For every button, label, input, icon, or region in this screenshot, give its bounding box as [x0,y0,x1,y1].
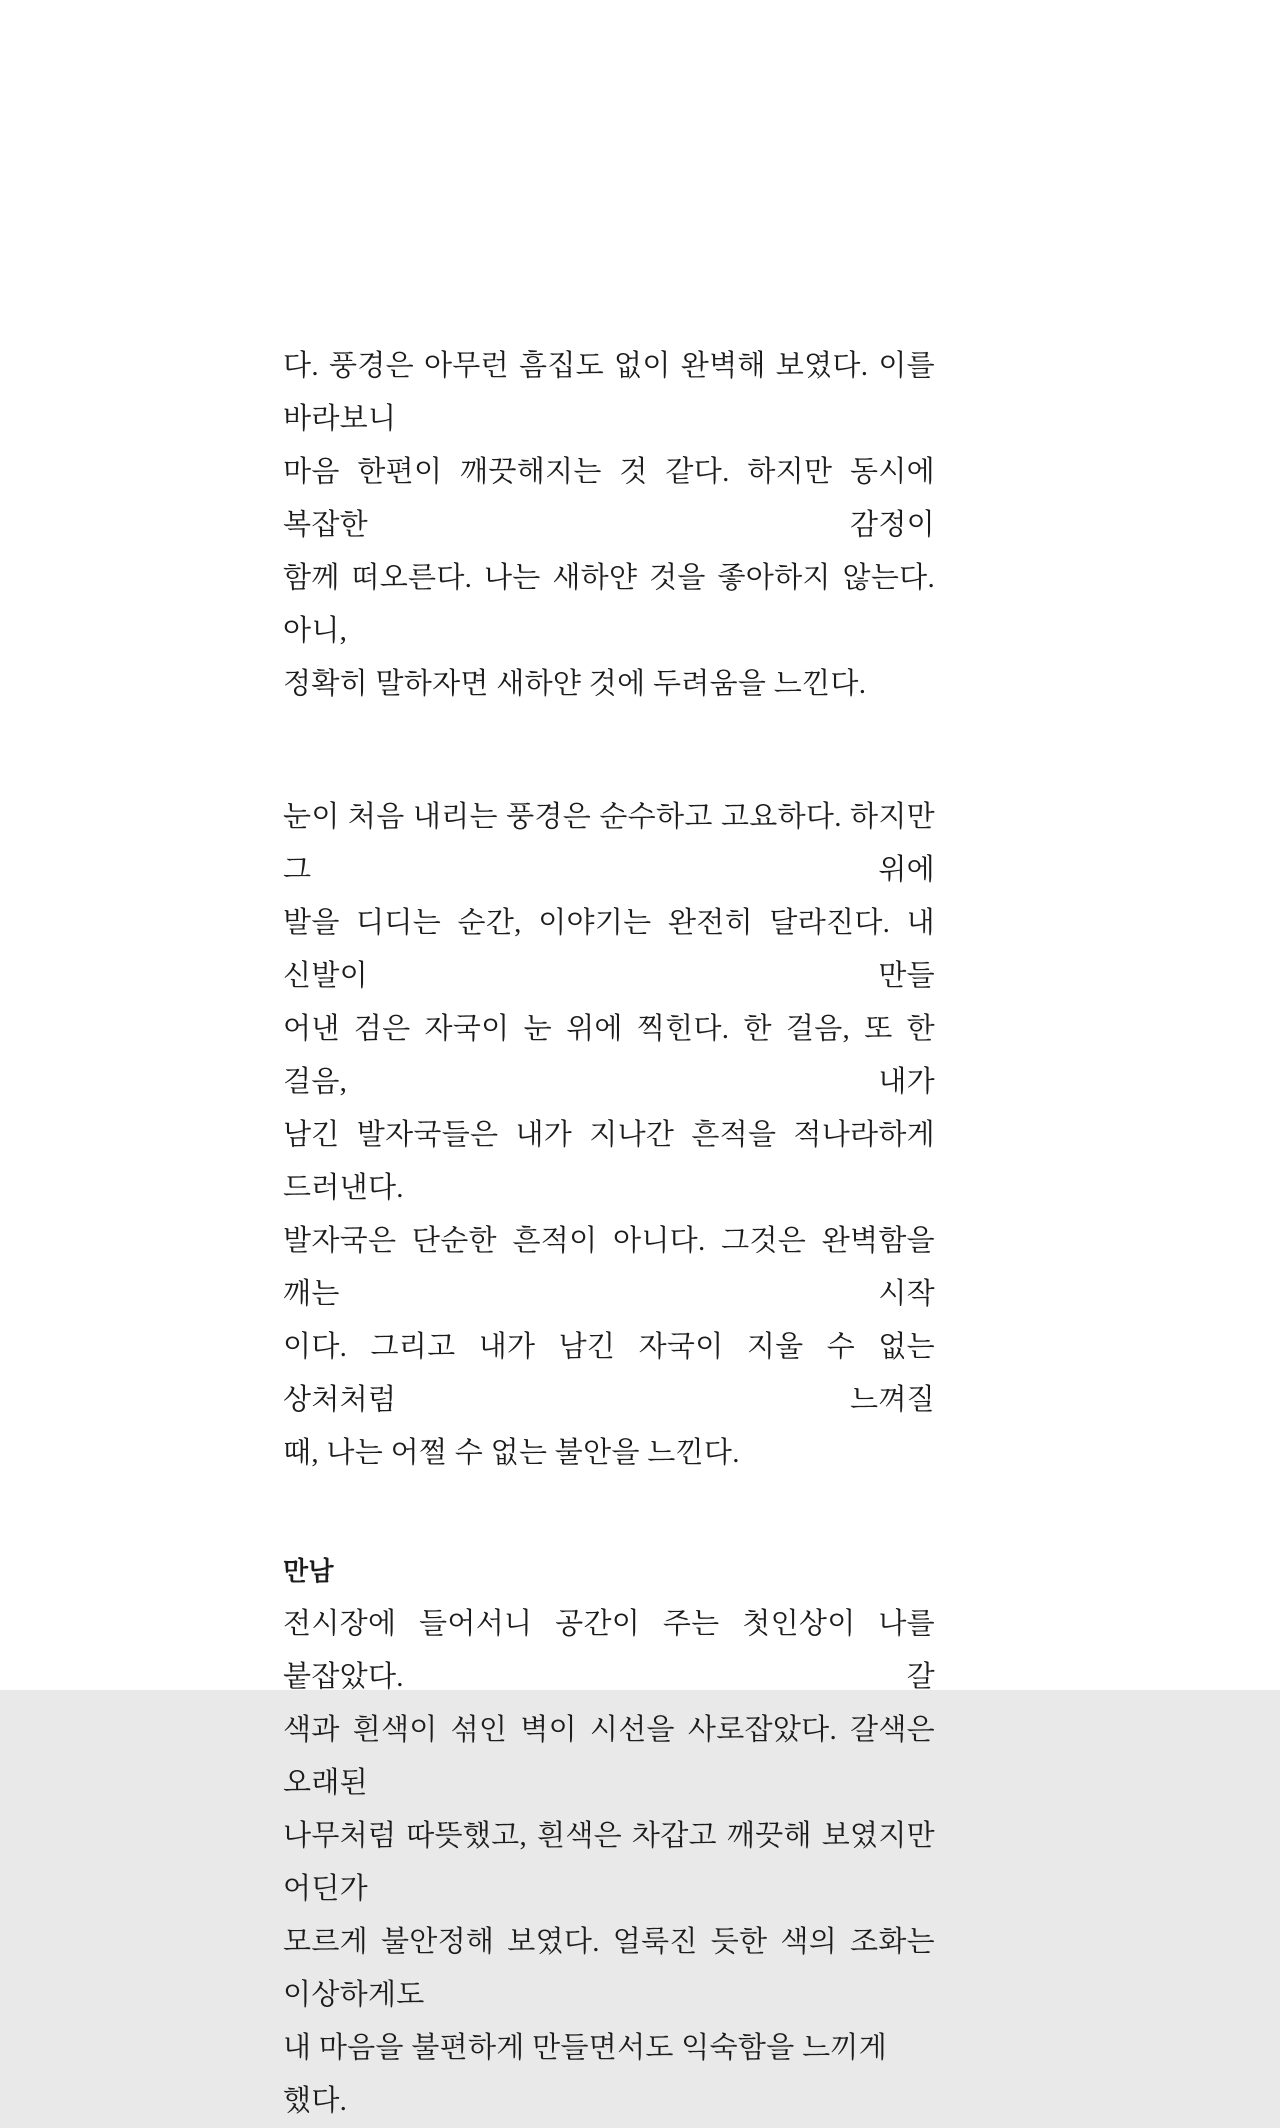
paragraph-3 [283,1598,935,2128]
paragraph-2 [283,791,935,1480]
text-line: 마음 한편이 깨끗해지는 것 같다. 하지만 동시에 복잡한 감정이 [283,456,935,541]
text-line: 때, 나는 어쩔 수 없는 불안을 느낀다. [283,1437,740,1469]
text-line: 발자국은 단순한 흔적이 아니다. 그것은 완벽함을 깨는 시작 [283,1225,935,1310]
text-line: 이다. 그리고 내가 남긴 자국이 지울 수 없는 상처처럼 느껴질 [283,1331,935,1416]
text-line: 색과 흰색이 섞인 벽이 시선을 사로잡았다. 갈색은 오래된 [283,1714,935,1799]
text-line: 모르게 불안정해 보였다. 얼룩진 듯한 색의 조화는 이상하게도 [283,1926,935,2011]
text-line: 발을 디디는 순간, 이야기는 완전히 달라진다. 내 신발이 만들 [283,907,935,992]
text-line: 어낸 검은 자국이 눈 위에 찍힌다. 한 걸음, 또 한 걸음, 내가 [283,1013,935,1098]
text-line: 남긴 발자국들은 내가 지나간 흔적을 적나라하게 드러낸다. [283,1119,935,1204]
text-line: 나무처럼 따뜻했고, 흰색은 차갑고 깨끗해 보였지만 어딘가 [283,1820,935,1905]
text-line: 전시장에 들어서니 공간이 주는 첫인상이 나를 붙잡았다. 갈 [283,1608,935,1693]
paragraph-1 [283,340,935,711]
essay-text-block [283,340,935,2128]
text-line: 다. 풍경은 아무런 흠집도 없이 완벽해 보였다. 이를 바라보니 [283,350,935,435]
text-line: 내 마음을 불편하게 만들면서도 익숙함을 느끼게 했다. [283,2032,888,2117]
text-line: 정확히 말하자면 새하얀 것에 두려움을 느낀다. [283,668,867,700]
paragraph-spacer [283,1480,935,1545]
text-line: 눈이 처음 내리는 풍경은 순수하고 고요하다. 하지만 그 위에 [283,801,935,886]
text-line: 함께 떠오른다. 나는 새하얀 것을 좋아하지 않는다. 아니, [283,562,935,647]
paragraph-spacer [283,711,935,791]
section-heading: 만남 [283,1556,334,1586]
